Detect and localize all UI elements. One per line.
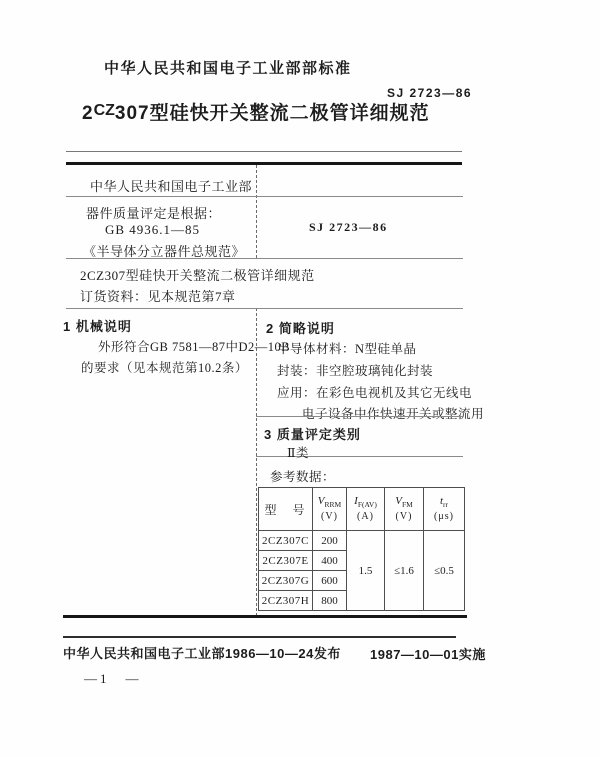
row3-divider [66,308,463,309]
vfm-shared-cell: ≤1.6 [385,531,424,611]
vrrm-symbol: $V_{RRM}$ [317,494,342,510]
ifav-symbol: $I_{F(AV)}$ [354,494,377,510]
quality-category-value: Ⅱ类 [287,446,309,460]
section2-line3: 应用：在彩色电视机及其它无线电 [277,386,473,400]
section3-heading: 3 质量评定类别 [264,427,361,442]
vrrm-cell: 400 [313,551,347,571]
effective-date: 1987—10—01实施 [370,647,486,662]
model-cell: 2CZ307H [259,591,313,611]
issuing-body: 中华人民共和国电子工业部 [90,179,253,194]
page-number: —1 — [84,671,142,686]
ifav-unit: (A) [357,511,374,523]
trr-shared-cell: ≤0.5 [424,531,465,611]
vrrm-cell: 800 [313,591,347,611]
section2-bottom-divider [256,416,463,417]
col-header-vfm [385,488,424,531]
vrrm-cell: 200 [313,531,347,551]
section2-line1: 半导体材料：N型硅单晶 [277,342,417,356]
basis-standard-title: 《半导体分立器件总规范》 [83,244,246,259]
table-row [259,531,465,551]
row1-divider [66,196,463,197]
trr-unit: (μs) [434,511,454,523]
top-thick-rule [66,162,462,165]
document-title [82,98,430,125]
basis-standard: GB 4936.1—85 [105,222,201,237]
title-prefix: 2 [82,103,94,124]
vrrm-unit: (V) [321,511,338,523]
section2-line2: 封装：非空腔玻璃钝化封装 [277,364,434,378]
col-header-ifav [347,488,385,531]
basis-label: 器件质量评定是根据： [86,206,222,221]
footer-rule [63,636,456,638]
section2-heading: 2 简略说明 [266,321,335,336]
section1-line2: 的要求（见本规范第10.2条） [81,361,248,375]
col-header-model: 型 号 [259,488,313,531]
spec-title-row: 2CZ307型硅快开关整流二极管详细规范 [80,268,315,283]
model-cell: 2CZ307G [259,571,313,591]
vfm-unit: (V) [395,511,413,523]
top-thin-rule [66,151,462,152]
section2-line4: 电子设备中作快速开关或整流用 [302,407,485,421]
table-header-row [259,488,465,531]
section1-heading: 1 机械说明 [63,319,132,334]
org-standard-heading: 中华人民共和国电子工业部部标准 [104,60,352,77]
section1-line1: 外形符合GB 7581—87中D2—10B [98,340,291,354]
ifav-shared-cell: 1.5 [347,531,385,611]
model-cell: 2CZ307E [259,551,313,571]
issued-date: 中华人民共和国电子工业部1986—10—24发布 [63,646,341,661]
title-superscript: CZ [93,102,115,119]
col-header-vrrm [313,488,347,531]
ordering-info-row: 订货资料：见本规范第7章 [80,289,236,304]
vfm-symbol: $V_{FM}$ [395,494,413,510]
spec-number-cell: SJ 2723—86 [309,220,388,234]
col-header-trr [424,488,465,531]
bottom-thick-rule [63,615,467,618]
title-rest: 307型硅快开关整流二极管详细规范 [114,103,430,124]
model-cell: 2CZ307C [259,531,313,551]
parameters-table [258,487,465,611]
column-divider-upper [256,165,257,258]
vrrm-cell: 600 [313,571,347,591]
standard-number: SJ 2723—86 [387,86,473,100]
reference-data-label: 参考数据： [270,470,336,484]
trr-symbol: $t_{rr}$ [439,494,449,510]
